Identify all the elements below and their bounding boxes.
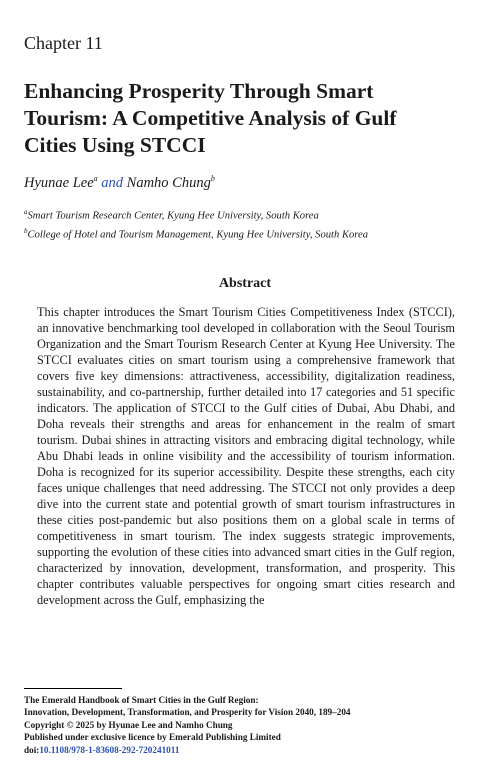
abstract-heading: Abstract xyxy=(218,276,272,291)
author-line xyxy=(24,174,215,192)
affiliation-marker: a xyxy=(93,174,98,183)
book-subtitle-line: Innovation, Development, Transformation, and Prosperity for Vision 2040, 189–204 xyxy=(24,707,351,718)
abstract-body: This chapter introduces the Smart Tourism Cities Competitiveness Index (STCCI), an innovative benchmarking tool developed in collaboration with the Seoul Tourism Organization and the Smart Tourism Research Center at Kyung Hee University. The STCCI evaluates cities on smart tourism using a comprehensive framework that covers five key dimensions: attractiveness, accessibility, digitalization readiness, sustainability, and co-partnership, further detailed into 17 categories and 51 specific indicators. The application of STCCI to the Gulf cities of Dubai, Abu Dhabi, and Doha reveals their strengths and areas for enhancement in the realm of smart tourism. Dubai shines in attracting visitors and embracing digital technology, while Abu Dhabi leads in online visibility and the accessibility of tourism information. Doha is recognized for its superior accessibility. Despite these strengths, each city faces unique challenges that need addressing. The STCCI not only provides a deep dive into the current state and potential growth of smart tourism infrastructures in these cities post-pandemic but also positions them on a global scale in terms of competitiveness in smart tourism. The index suggests strategic improvements, supporting the evolution of these cities into advanced smart cities in the Gulf region, characterized by innovation, development, transformation, and prosperity. This chapter contributes valuable perspectives for ongoing smart cities research and development across the Gulf, emphasizing the xyxy=(37,305,455,607)
affiliation-text: Smart Tourism Research Center, Kyung Hee University, South Korea xyxy=(27,210,319,222)
author-name: Hyunae Lee xyxy=(24,174,94,191)
affiliation-marker: a xyxy=(24,208,28,216)
affiliation-text: College of Hotel and Tourism Management, Kyung Hee University, South Korea xyxy=(27,229,369,241)
copyright-line: Copyright © 2025 by Hyunae Lee and Namho Chung xyxy=(24,719,233,730)
affiliations xyxy=(24,205,368,242)
affiliation-marker: b xyxy=(24,226,28,235)
chapter-title: Enhancing Prosperity Through Smart Tourism: A Competitive Analysis of Gulf Cities Using STCCI xyxy=(24,79,397,157)
affiliation-item xyxy=(24,205,368,224)
chapter-label: Chapter 11 xyxy=(24,33,103,53)
footnote-rule xyxy=(24,688,122,689)
doi-line xyxy=(24,744,474,756)
affiliation-marker: b xyxy=(210,174,215,183)
affiliation-item xyxy=(24,224,368,243)
author-conjunction: and xyxy=(101,174,124,191)
doi-link[interactable]: 10.1108/978-1-83608-292-720241011 xyxy=(39,744,180,755)
doi-prefix: doi: xyxy=(24,744,40,755)
book-title-line: The Emerald Handbook of Smart Cities in the Gulf Region: xyxy=(24,695,259,705)
publication-footer xyxy=(24,694,474,756)
author-name: Namho Chung xyxy=(126,174,211,191)
publisher-line: Published under exclusive licence by Emerald Publishing Limited xyxy=(24,732,281,743)
